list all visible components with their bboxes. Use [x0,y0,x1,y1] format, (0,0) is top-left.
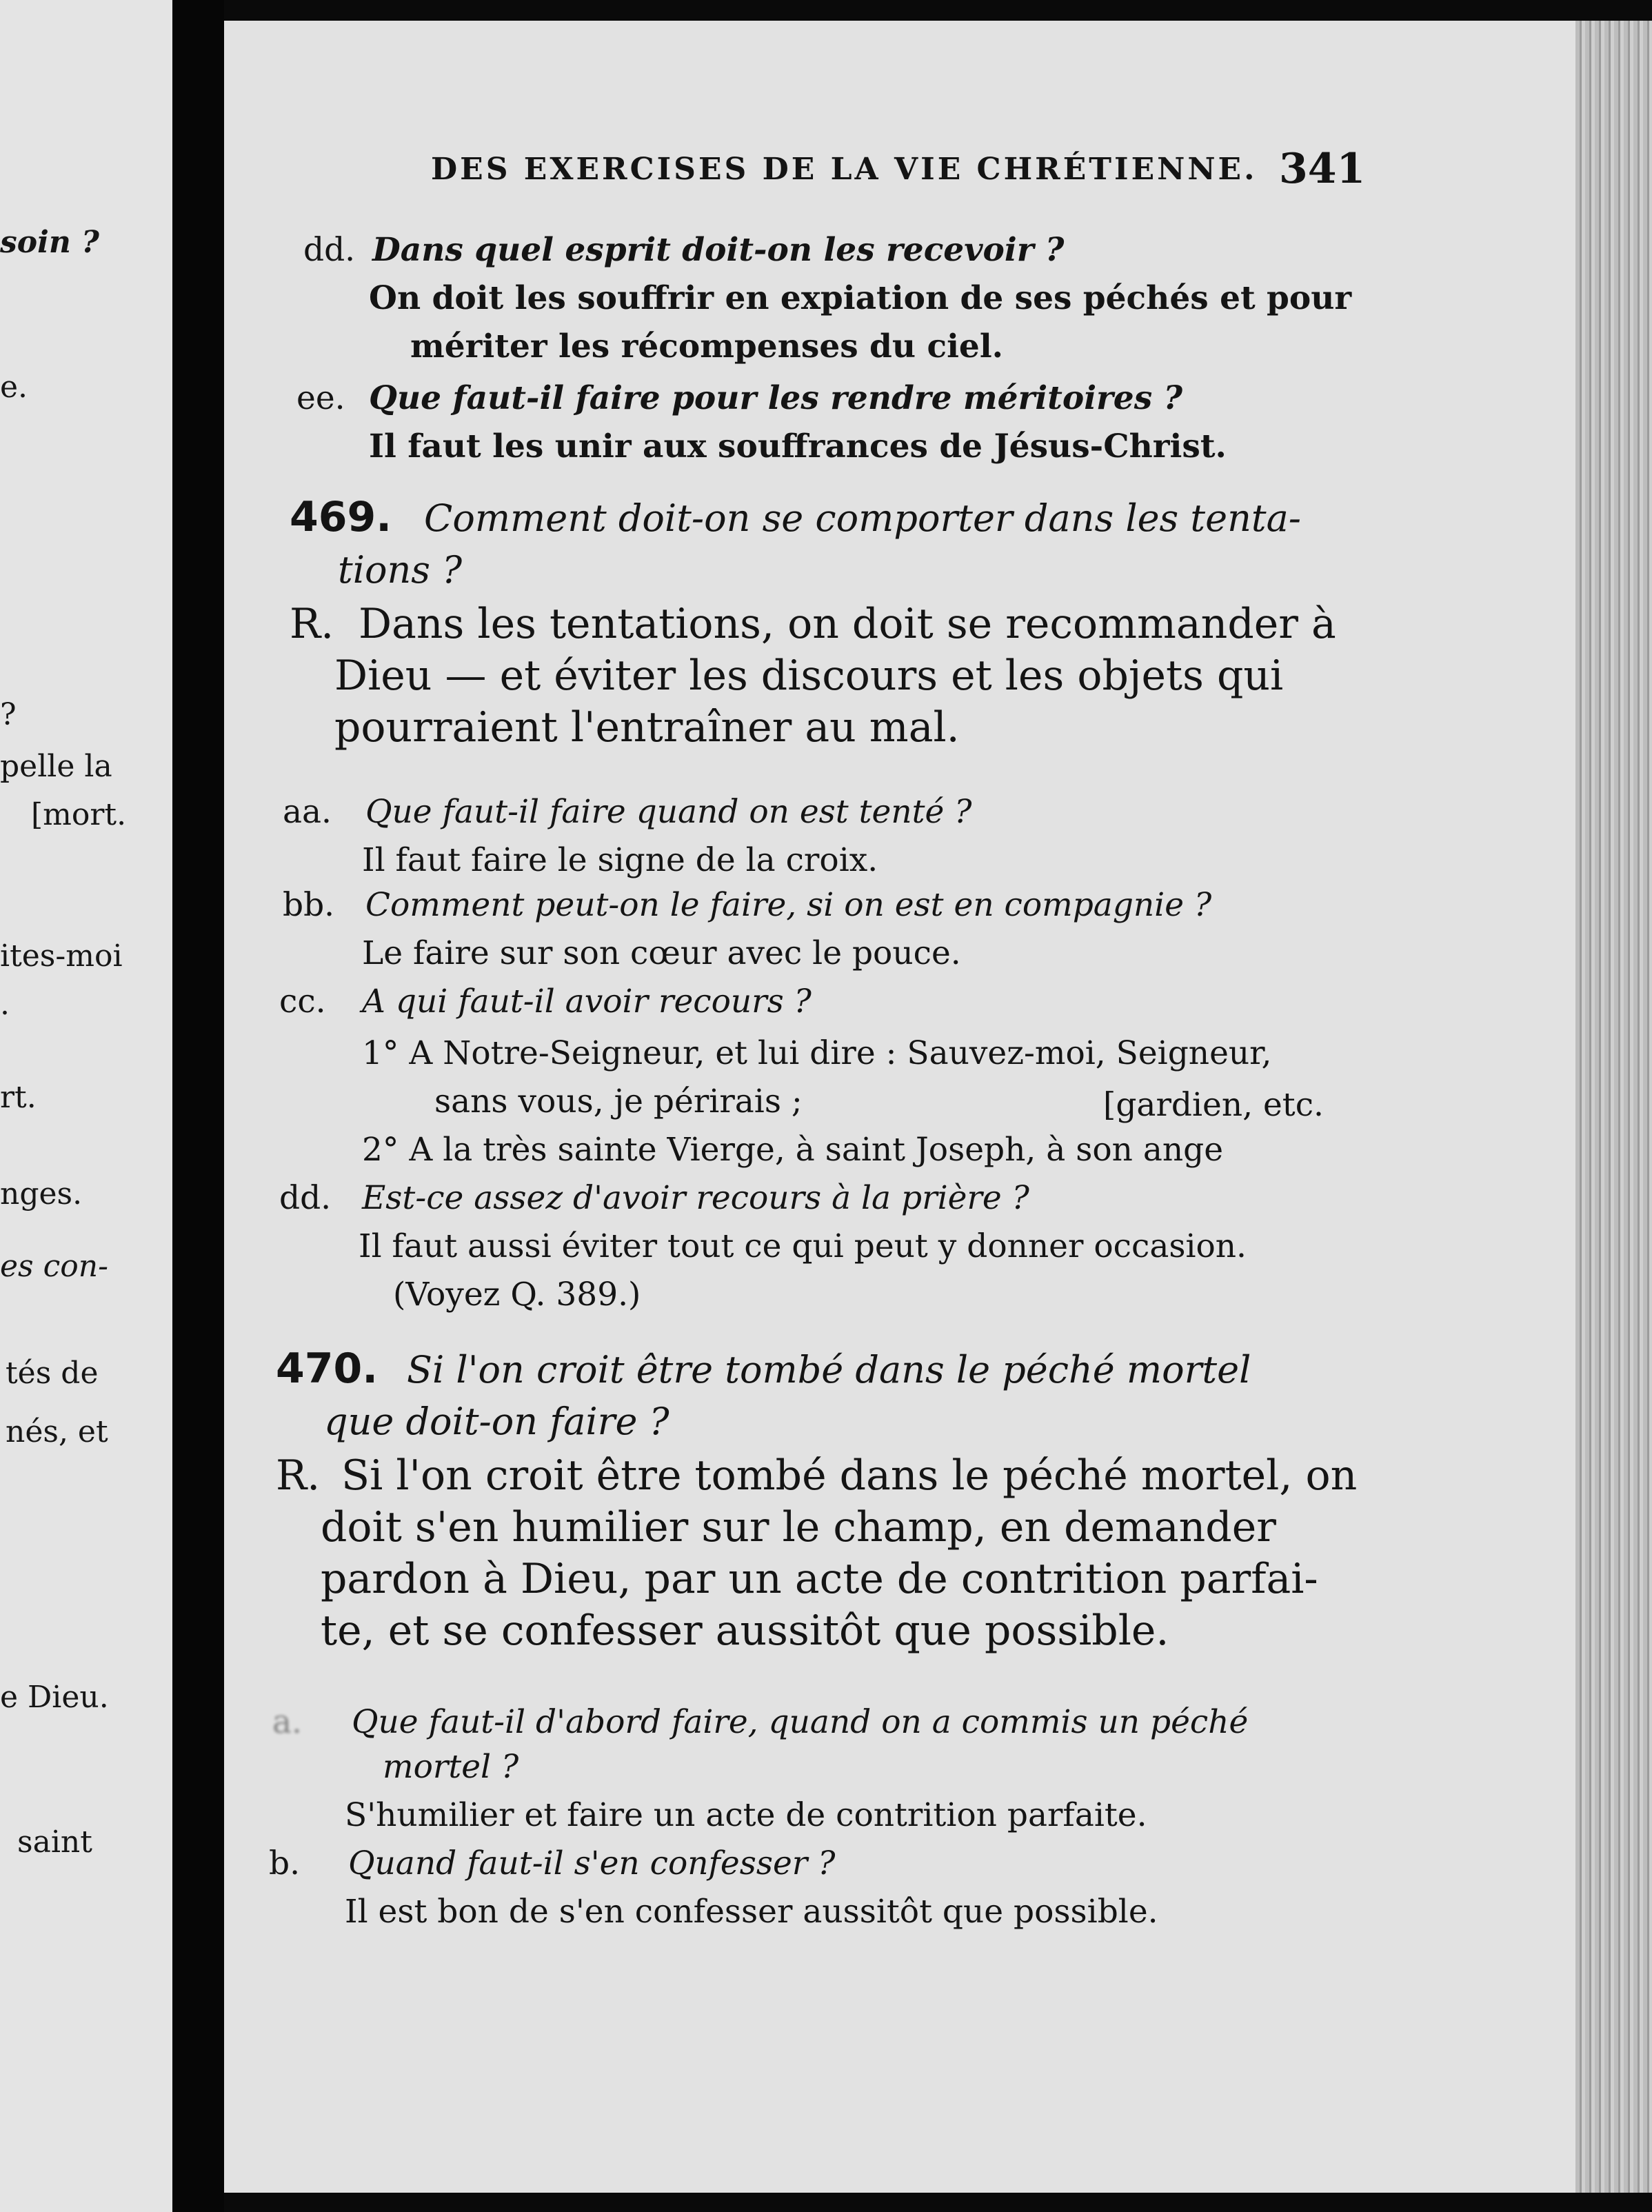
item-label: dd. [279,1179,332,1217]
item-label: cc. [279,983,326,1020]
left-fragment: saint [17,1824,92,1860]
left-fragment: pelle la [0,749,112,784]
page-edges [1575,21,1652,2193]
left-fragment: nges. [0,1176,83,1211]
item-label: bb. [283,886,335,924]
sub-question: Quand faut-il s'en confesser ? [348,1844,836,1882]
sub-answer: 2° A la très sainte Vierge, à saint Joseph, à son ange [362,1131,1224,1169]
sub-answer: On doit les souffrir en expiation de ses péchés et pour [369,279,1352,317]
sub-question: Que faut-il d'abord faire, quand on a commis un péché [352,1703,1249,1741]
item-label: aa. [283,793,332,831]
sub-answer: 1° A Notre-Seigneur, et lui dire : Sauvez-moi, Seigneur, [362,1034,1272,1072]
answer-label: R. [290,600,334,648]
cross-reference: (Voyez Q. 389.) [393,1276,641,1314]
sub-answer: mériter les récompenses du ciel. [410,328,1004,365]
left-fragment: e. [0,370,28,405]
sub-answer: [gardien, etc. [1103,1086,1324,1124]
left-fragment: nés, et [6,1414,108,1449]
sub-question: mortel ? [383,1748,519,1786]
item-label: dd. [303,231,356,269]
sub-question: Que faut-il faire pour les rendre méritoires ? [369,379,1183,417]
book-spine [172,0,224,2212]
question-number: 470. [276,1345,379,1393]
page-number: 341 [1279,145,1366,193]
book-page [224,21,1575,2193]
left-facing-page [0,0,172,2212]
answer-text: Dieu — et éviter les discours et les objets qui [334,652,1284,700]
question-text: Comment doit-on se comporter dans les tenta- [424,496,1302,540]
item-label: a. [272,1703,302,1741]
answer-text: te, et se confesser aussitôt que possible. [321,1607,1169,1655]
left-fragment: e Dieu. [0,1680,109,1715]
sub-answer: Il est bon de s'en confesser aussitôt que possible. [345,1893,1158,1931]
question-text: Si l'on croit être tombé dans le péché mortel [407,1348,1251,1391]
question-text: tions ? [338,548,463,592]
sub-question: Comment peut-on le faire, si on est en compagnie ? [365,886,1212,924]
sub-question: Est-ce assez d'avoir recours à la prière ? [362,1179,1029,1217]
left-fragment: [mort. [31,797,127,832]
sub-question: A qui faut-il avoir recours ? [362,983,812,1020]
left-fragment: soin ? [0,225,99,260]
sub-question: Dans quel esprit doit-on les recevoir ? [372,231,1065,269]
question-text: que doit-on faire ? [324,1400,669,1443]
sub-answer: Il faut faire le signe de la croix. [362,841,878,879]
running-header: DES EXERCISES DE LA VIE CHRÉTIENNE. [431,152,1258,187]
scan-border [224,2193,1652,2212]
item-label: ee. [296,379,345,417]
left-fragment: es con- [0,1249,108,1284]
left-fragment: ? [0,697,17,732]
answer-text: Si l'on croit être tombé dans le péché mortel, on [341,1451,1358,1500]
answer-text: pourraient l'entraîner au mal. [334,703,960,752]
left-fragment: ites-moi [0,938,123,974]
answer-text: doit s'en humilier sur le champ, en demander [321,1503,1276,1551]
answer-label: R. [276,1451,321,1500]
question-number: 469. [290,493,392,541]
item-label: b. [269,1844,301,1882]
sub-answer: Il faut aussi éviter tout ce qui peut y donner occasion. [359,1227,1247,1265]
answer-text: pardon à Dieu, par un acte de contrition parfai- [321,1555,1318,1603]
left-fragment: . [0,987,10,1022]
left-fragment: rt. [0,1080,37,1115]
sub-question: Que faut-il faire quand on est tenté ? [365,793,972,831]
answer-text: Dans les tentations, on doit se recommander à [359,600,1336,648]
sub-answer: Le faire sur son cœur avec le pouce. [362,934,961,972]
sub-answer: sans vous, je périrais ; [434,1083,803,1120]
sub-answer: S'humilier et faire un acte de contrition parfaite. [345,1796,1147,1834]
sub-answer: Il faut les unir aux souffrances de Jésus-Christ. [369,428,1227,465]
left-fragment: tés de [6,1356,99,1391]
